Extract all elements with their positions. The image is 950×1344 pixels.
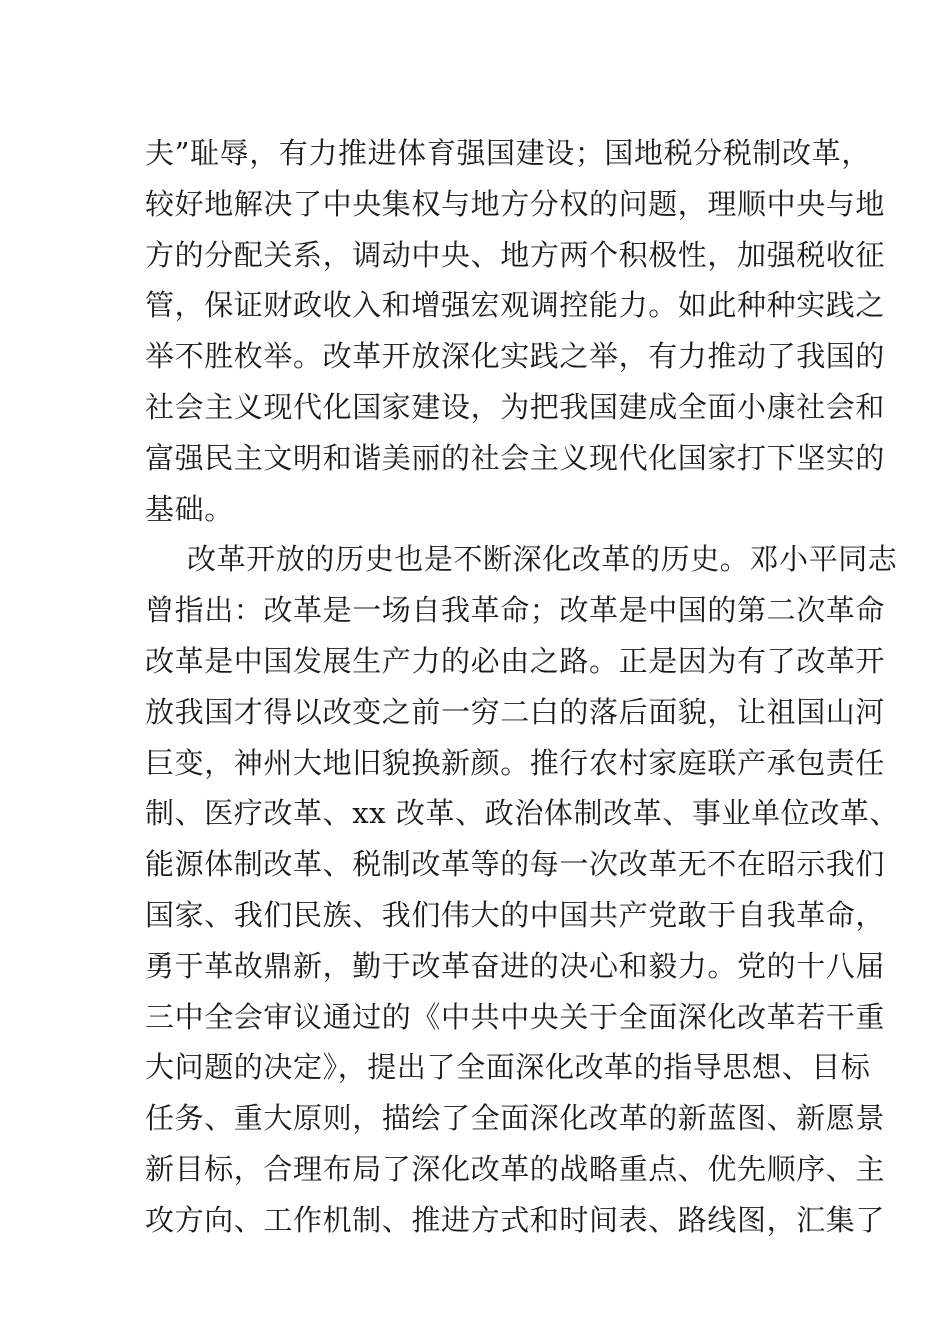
- text-line: 管，保证财政收入和增强宏观调控能力。如此种种实践之: [145, 288, 886, 323]
- text-line: 方的分配关系，调动中央、地方两个积极性，加强税收征: [145, 237, 886, 272]
- text-line: 社会主义现代化国家建设，为把我国建成全面小康社会和: [145, 389, 886, 424]
- text-line: 攻方向、工作机制、推进方式和时间表、路线图，汇集了: [145, 1202, 886, 1237]
- body-text: [145, 128, 900, 1246]
- text-line: 制、医疗改革、xx 改革、政治体制改革、事业单位改革、: [145, 796, 900, 831]
- text-line: 夫”耻辱，有力推进体育强国建设；国地税分税制改革，: [145, 136, 871, 170]
- text-line: 放我国才得以改变之前一穷二白的落后面貌，让祖国山河: [145, 694, 886, 729]
- text-line: 富强民主文明和谐美丽的社会主义现代化国家打下坚实的: [145, 440, 886, 475]
- text-line: 巨变，神州大地旧貌换新颜。推行农村家庭联产承包责任: [145, 745, 886, 780]
- paragraph-first-line: 改革开放的历史也是不断深化改革的历史。邓小平同志: [187, 542, 898, 577]
- text-line: 举不胜枚举。改革开放深化实践之举，有力推动了我国的: [145, 339, 886, 374]
- text-line: 新目标，合理布局了深化改革的战略重点、优先顺序、主: [145, 1151, 886, 1186]
- text-line: 能源体制改革、税制改革等的每一次改革无不在昭示我们: [145, 847, 886, 882]
- text-line: 较好地解决了中央集权与地方分权的问题，理顺中央与地: [145, 186, 886, 221]
- text-line: 基础。: [145, 491, 234, 526]
- text-line: 国家、我们民族、我们伟大的中国共产党敢于自我革命，: [145, 897, 886, 932]
- text-line: 勇于革故鼎新，勤于改革奋进的决心和毅力。党的十八届: [145, 948, 886, 983]
- text-line: 三中全会审议通过的《中共中央关于全面深化改革若干重: [145, 999, 886, 1034]
- text-line: 改革是中国发展生产力的必由之路。正是因为有了改革开: [145, 643, 886, 678]
- text-line: 曾指出：改革是一场自我革命；改革是中国的第二次革命: [145, 593, 886, 628]
- text-line: 任务、重大原则，描绘了全面深化改革的新蓝图、新愿景: [145, 1101, 886, 1136]
- text-line: 大问题的决定》，提出了全面深化改革的指导思想、目标: [145, 1050, 871, 1085]
